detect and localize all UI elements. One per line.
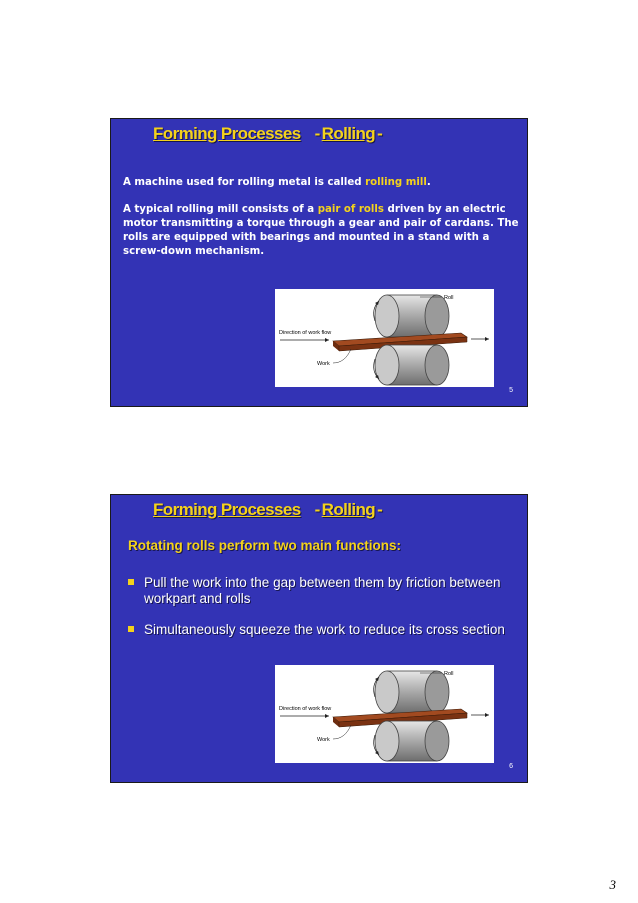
slide-6 bbox=[110, 494, 528, 783]
label-flow: Direction of work flow bbox=[279, 330, 332, 336]
top-roll-icon bbox=[375, 295, 449, 337]
paragraph-2: A typical rolling mill consists of a pair of rolls driven by an electric motor transmitting a torque through a gear and pair of cardans. The rolls are equipped with bearings and mounted in a stand with a screw-down mechanism. bbox=[123, 204, 519, 257]
label-work: Work bbox=[317, 737, 330, 743]
title-main: Forming Processes bbox=[153, 124, 301, 143]
bullet-item: Simultaneously squeeze the work to reduce its cross section bbox=[128, 622, 513, 638]
label-flow: Direction of work flow bbox=[279, 706, 332, 712]
slide-heading: Rotating rolls perform two main functions: bbox=[128, 538, 401, 553]
title-dash: - bbox=[377, 124, 383, 143]
bottom-roll-icon bbox=[375, 721, 449, 761]
bottom-roll-icon bbox=[375, 345, 449, 385]
slide-body bbox=[123, 176, 523, 272]
title-sub: Rolling bbox=[321, 124, 376, 143]
bullet-square-icon bbox=[128, 626, 134, 632]
bullet-square-icon bbox=[128, 579, 134, 585]
rolling-diagram bbox=[275, 665, 494, 763]
bullet-list bbox=[128, 575, 513, 653]
slide-title bbox=[153, 500, 382, 520]
title-dash: - bbox=[314, 124, 320, 143]
title-dash: - bbox=[314, 500, 320, 519]
label-roll: Roll bbox=[444, 295, 454, 301]
title-sub: Rolling bbox=[321, 500, 376, 519]
label-roll: Roll bbox=[444, 671, 454, 677]
slide-title bbox=[153, 124, 382, 144]
rolling-diagram bbox=[275, 289, 494, 387]
highlight-rolling-mill: rolling mill bbox=[365, 177, 427, 188]
title-dash: - bbox=[377, 500, 383, 519]
document-page-number: 3 bbox=[609, 877, 616, 892]
slide-page-number: 5 bbox=[509, 387, 513, 394]
paragraph-1: A machine used for rolling metal is called rolling mill. bbox=[123, 177, 431, 188]
highlight-pair-of-rolls: pair of rolls bbox=[317, 204, 384, 215]
top-roll-icon bbox=[375, 671, 449, 713]
label-work: Work bbox=[317, 361, 330, 367]
slide-5 bbox=[110, 118, 528, 407]
slide-page-number: 6 bbox=[509, 763, 513, 770]
title-main: Forming Processes bbox=[153, 500, 301, 519]
bullet-item: Pull the work into the gap between them by friction between workpart and rolls bbox=[128, 575, 513, 607]
